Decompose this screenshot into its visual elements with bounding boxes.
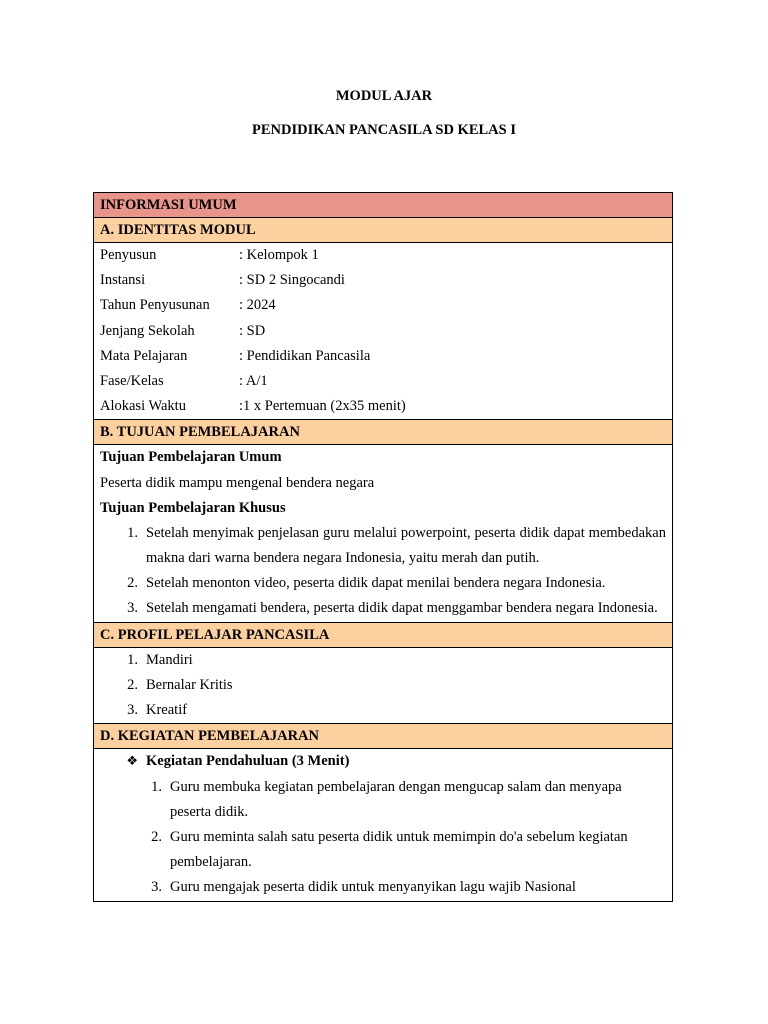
list-text: Setelah menyimak penjelasan guru melalui powerpoint, peserta didik dapat membedakan makna dari warna bendera negara Indonesia, yaitu merah dan putih. bbox=[146, 524, 666, 567]
list-text: Guru membuka kegiatan pembelajaran dengan mengucap salam dan menyapa peserta didik. bbox=[170, 778, 622, 820]
identitas-key: Jenjang Sekolah bbox=[100, 322, 195, 339]
identitas-key: Mata Pelajaran bbox=[100, 347, 188, 364]
profil-list bbox=[100, 648, 666, 724]
list-text: Guru meminta salah satu peserta didik untuk memimpin do'a sebelum kegiatan pembelajaran. bbox=[170, 828, 628, 871]
identitas-key: Penyusun bbox=[100, 247, 157, 263]
identitas-row bbox=[100, 293, 666, 318]
identitas-value: : Pendidikan Pancasila bbox=[239, 347, 371, 364]
kegiatan-header: D. KEGIATAN PEMBELAJARAN bbox=[94, 724, 672, 749]
identitas-key: Alokasi Waktu bbox=[100, 398, 186, 415]
list-item bbox=[100, 698, 666, 723]
identitas-row bbox=[100, 344, 666, 369]
diamond-bullet-icon: ❖ bbox=[126, 754, 138, 770]
list-text: Mandiri bbox=[146, 651, 193, 668]
list-text: Bernalar Kritis bbox=[146, 676, 233, 693]
list-number: 1. bbox=[127, 524, 138, 541]
tujuan-header: B. TUJUAN PEMBELAJARAN bbox=[94, 420, 672, 445]
identitas-value: : A/1 bbox=[239, 372, 268, 389]
profil-section bbox=[94, 648, 672, 725]
informasi-umum-header: INFORMASI UMUM bbox=[94, 193, 672, 218]
list-item bbox=[100, 875, 666, 900]
identitas-value: : SD bbox=[239, 322, 266, 339]
identitas-row bbox=[100, 268, 666, 293]
list-text: Kreatif bbox=[146, 702, 188, 719]
identitas-value: :1 x Pertemuan (2x35 menit) bbox=[239, 398, 406, 415]
identitas-key: Instansi bbox=[100, 272, 146, 289]
profil-header: C. PROFIL PELAJAR PANCASILA bbox=[94, 623, 672, 648]
module-table bbox=[93, 192, 673, 902]
list-item bbox=[100, 521, 666, 571]
list-item bbox=[100, 596, 666, 621]
list-number: 1. bbox=[127, 651, 138, 668]
list-item bbox=[100, 673, 666, 698]
list-number: 1. bbox=[151, 778, 162, 795]
identitas-value: : 2024 bbox=[239, 297, 276, 314]
tujuan-umum-title: Tujuan Pembelajaran Umum bbox=[100, 449, 282, 466]
identitas-value: : SD 2 Singocandi bbox=[239, 272, 345, 289]
list-number: 2. bbox=[127, 676, 138, 693]
list-number: 3. bbox=[151, 879, 162, 896]
identitas-row bbox=[100, 319, 666, 344]
list-number: 2. bbox=[127, 575, 138, 592]
list-item bbox=[100, 648, 666, 673]
list-text: Setelah mengamati bendera, peserta didik dapat menggambar bendera negara Indonesia. bbox=[146, 600, 658, 617]
identitas-key: Tahun Penyusunan bbox=[100, 297, 210, 314]
identitas-header: A. IDENTITAS MODUL bbox=[94, 218, 672, 243]
identitas-section bbox=[94, 243, 672, 420]
kegiatan-section bbox=[94, 749, 672, 900]
document-subtitle: PENDIDIKAN PANCASILA SD KELAS I bbox=[251, 122, 516, 138]
list-number: 3. bbox=[127, 600, 138, 617]
pendahuluan-title: Kegiatan Pendahuluan (3 Menit) bbox=[146, 753, 350, 770]
pendahuluan-heading bbox=[100, 749, 666, 774]
pendahuluan-list bbox=[100, 775, 666, 901]
list-item bbox=[100, 571, 666, 596]
identitas-value: : Kelompok 1 bbox=[239, 247, 319, 263]
tujuan-khusus-list bbox=[100, 521, 666, 622]
identitas-row bbox=[100, 394, 666, 419]
identitas-row bbox=[100, 243, 666, 268]
tujuan-umum-text: Peserta didik mampu mengenal bendera negara bbox=[100, 474, 375, 491]
tujuan-section bbox=[94, 445, 672, 622]
identitas-key: Fase/Kelas bbox=[100, 372, 164, 389]
identitas-row bbox=[100, 369, 666, 394]
list-item bbox=[100, 825, 666, 875]
list-text: Guru mengajak peserta didik untuk menyanyikan lagu wajib Nasional bbox=[170, 879, 576, 896]
list-number: 2. bbox=[151, 828, 162, 845]
tujuan-khusus-title: Tujuan Pembelajaran Khusus bbox=[100, 499, 286, 516]
list-text: Setelah menonton video, peserta didik dapat menilai bendera negara Indonesia. bbox=[146, 575, 606, 592]
document-title: MODUL AJAR bbox=[335, 88, 433, 104]
list-item bbox=[100, 775, 666, 825]
list-number: 3. bbox=[127, 702, 138, 719]
